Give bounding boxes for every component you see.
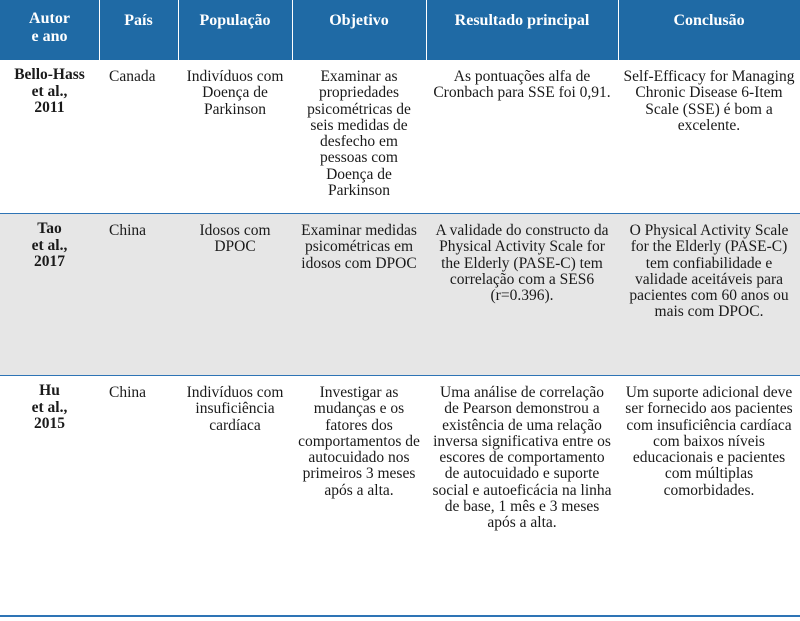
result-text: Uma análise de correlação de Pearson demonstrou a existência de uma relação inversa significativa entre os escores de comportamento de autocuidado e suporte social e autoeficácia na linha de base, 1 mês e 3 meses após a alta.	[432, 384, 612, 532]
header-conclusion: Conclusão	[673, 12, 745, 29]
conclusion-text: O Physical Activity Scale for the Elderly (PASE-C) tem confiabilidade e validade aceitáveis para pacientes com 60 anos ou mais com DPOC.	[629, 222, 789, 321]
row-author	[0, 376, 99, 615]
author-year: 2017	[34, 253, 65, 270]
result-text: As pontuações alfa de Cronbach para SSE foi 0,91.	[433, 68, 611, 102]
row-conclusion	[618, 376, 800, 615]
row-country: Canada	[109, 68, 156, 85]
author-etal: et al.,	[31, 236, 68, 254]
table-row	[0, 214, 800, 376]
header-country: País	[124, 12, 153, 29]
row-conclusion	[618, 60, 800, 214]
author-name: Tao	[37, 220, 62, 237]
author-name: Bello-Hass	[14, 66, 85, 83]
population-text: Indivíduos com Doença de Parkinson	[186, 68, 284, 118]
author-name: Hu	[39, 382, 60, 399]
objective-text: Investigar as mudanças e os fatores dos comportamentos de autocuidado nos primeiros 3 meses após a alta.	[298, 384, 420, 499]
author-year: 2011	[34, 99, 65, 116]
row-objective	[292, 214, 426, 376]
row-objective	[292, 60, 426, 214]
table-bottom-rule	[0, 615, 800, 617]
header-objective: Objetivo	[329, 12, 389, 29]
row-conclusion	[618, 214, 800, 376]
row-population	[178, 214, 292, 376]
author-etal: et al.,	[31, 82, 68, 100]
row-author	[0, 60, 99, 214]
author-year: 2015	[34, 415, 65, 432]
table-row	[0, 376, 800, 615]
objective-text: Examinar medidas psicométricas em idosos com DPOC	[301, 222, 417, 272]
row-author	[0, 214, 99, 376]
objective-text: Examinar as propriedades psicométricas de seis medidas de desfecho em pessoas com Doença de Parkinson	[307, 68, 411, 200]
row-result	[426, 376, 618, 615]
table-header	[0, 0, 800, 60]
header-population: População	[199, 12, 271, 29]
row-population	[178, 60, 292, 214]
header-author-line2: e ano	[31, 28, 68, 45]
row-objective	[292, 376, 426, 615]
row-country: China	[109, 384, 147, 401]
population-text: Idosos com DPOC	[199, 222, 271, 256]
header-author-line1: Autor	[29, 10, 70, 27]
author-etal: et al.,	[31, 398, 68, 416]
row-result	[426, 214, 618, 376]
row-result	[426, 60, 618, 214]
conclusion-text: Self-Efficacy for Managing Chronic Disease 6-Item Scale (SSE) é bom a excelente.	[623, 68, 795, 134]
population-text: Indivíduos com insuficiência cardíaca	[186, 384, 284, 434]
conclusion-text: Um suporte adicional deve ser fornecido aos pacientes com insuficiência cardíaca com baixos níveis educacionais e pacientes com múltiplas comorbidades.	[625, 384, 793, 499]
row-country: China	[109, 222, 147, 239]
table-row	[0, 60, 800, 214]
header-author	[0, 0, 99, 60]
header-result: Resultado principal	[454, 12, 590, 29]
row-population	[178, 376, 292, 615]
result-text: A validade do constructo da Physical Activity Scale for the Elderly (PASE-C) tem correlação com a SES6 (r=0.396).	[435, 222, 609, 305]
